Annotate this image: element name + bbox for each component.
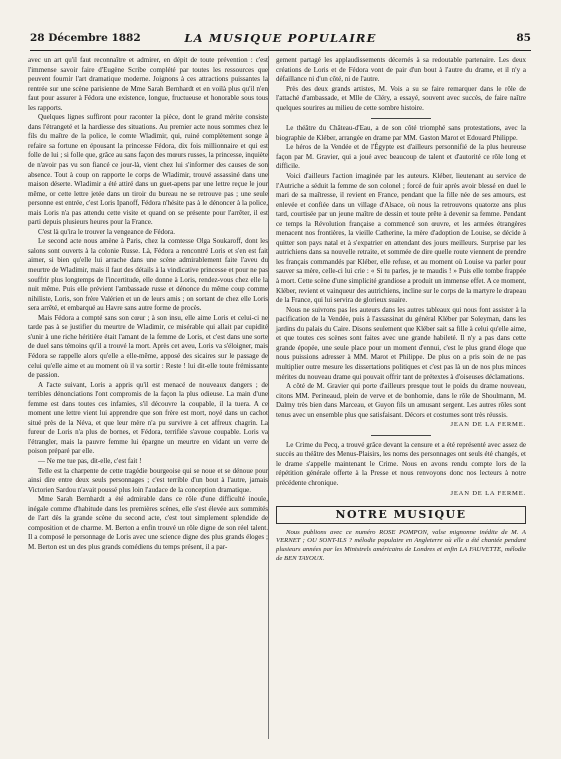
author-signature: JEAN DE LA FERME. [450,489,526,497]
author-signature: JEAN DE LA FERME. [450,421,526,429]
paragraph: Le héros de la Vendée et de l'Égypte est d'ailleurs personnifié de la plus heureuse façon par M. Gravier, qui a joué avec beaucoup de talent et d'autorité ce rôle long et difficile. [276,143,526,171]
paragraph: A l'acte suivant, Loris a appris qu'il est menacé de nouveaux dangers ; de terribles dénonciations l'ont compromis de la façon la plus odieuse. La main d'une femme est dans toutes ces infamies, s'il découvre la coupable, il la tuera. A ce moment une lettre vient lui apprendre que son frère est mort, noyé dans un cachot situé près de la Néva, et que leur mère n'a pu survivre à cet affreux chagrin. La fureur de Loris n'a plus de bornes, et Fédora, terrifiée s'avoue coupable. Loris va l'étrangler, mais la pauvre femme lui épargne un meurtre en vidant un verre de poison préparé par elle. [28,380,268,456]
crime-paragraph: Le Crime du Pecq, a trouvé grâce devant la censure et a été représenté avec assez de succès au théâtre des Menus-Plaisirs, les noms des personnages ont seuls été changés, et le drame s'appelle maintenant le Crime. Nous en avons rendu compte lors de la répétition générale offerte à la Presse et nous renvoyons donc nos lecteurs à notre précédente chronique. [276,440,526,487]
issue-date: 28 Décembre 1882 [30,32,141,44]
paragraph: Voici d'ailleurs l'action imaginée par les auteurs. Kléber, lieutenant au service de l'Autriche a séduit la femme de son colonel ; forcé de fuir après avoir blessé en duel le mari de sa maîtresse, il revient en France, pendant que la fille née de ses amours, est enlevée et confiée dans un village d'Alsace, où nous la retrouvons quatorze ans plus tard, courtisée par un jeune maître de dessin et toute prête à devenir sa femme. Pendant ce temps la Révolution française a commencé son œuvre, et les armées étrangères menacent nos frontières, la vieille Catherine, la mère d'adoption de Louise, se décide à quitter son pays natal et à s'expatrier en attendant des jours meilleurs. Surprise par les autrichiens dans sa nouvelle retraite, et sommée de dire quelle route viennent de prendre les français commandés par Kléber, elle refuse, et au moment où Louise va parler pour sauver sa mère, celle-ci lui crie : « Si tu parles, je te maudis ! » Puis elle tombe frappée à mort. Cette scène d'une simplicité grandiose a produit un immense effet. A ce moment, Kléber, revient et vainqueur des autrichiens, incline sur le corps de la martyre le drapeau de la France, qui lui servira de glorieux suaire. [276,172,526,305]
header-rule [30,50,531,51]
paragraph: Le théâtre du Château-d'Eau, a de son côté triomphé sans protestations, avec la biographie de Kléber, arrangée en drame par MM. Gaston Marot et Edouard Philippe. [276,124,526,142]
paragraph: Près des deux grands artistes, M. Vois a su se faire remarquer dans le rôle de l'attaché d'ambassade, et Mlle de Cléry, a essayé, souvent avec succès, de faire naître quelques sourires au milieu de cette sombre histoire. [276,84,526,112]
page-header [30,32,531,48]
paragraph: Le second acte nous amène à Paris, chez la comtesse Olga Soukaroff, dont les salons sont ouverts à la colonie Russe. Là, Fédora a rencontré Loris et s'en est fait aimer, si bien qu'elle lui arrache dans une scène admirablement faite l'aveu du meurtre de Wladimir, mais il faut des détails à la vindicative princesse et pour ne pas souffrir plus longtemps de l'incertitude, elle donne à Loris, rendez-vous chez elle la nuit même. Puis elle prévient l'ambassade russe et dénonce du même coup comme nihiliste, Loris, son frère Valérien et un de leurs amis ; on sortant de chez elle Loris sera arrêté, et embarqué au Havre sans autre forme de procès. [28,237,268,313]
paragraph: Telle est la charpente de cette tragédie bourgeoise qui se noue et se dénoue pour ainsi dire entre deux seuls personnages ; c'est terrible d'un bout à l'autre, jamais Victorien Sardou n'avait poussé plus loin l'audace de la conception dramatique. [28,466,268,494]
music-section-title: NOTRE MUSIQUE [276,506,526,524]
paragraph: gement partagé les applaudissements décernés à sa redoutable partenaire. Les deux créations de Loris et de Fédora vont de pair d'un bout à l'autre du drame, et il n'y a défaillance ni d'un côté, ni de l'autre. [276,56,526,84]
paragraph: Nous ne suivrons pas les auteurs dans les autres tableaux qui nous font assister à la pacification de la Vendée, puis à l'assassinat du général Kléber par Soleyman, dans les jardins du palais du Caire. Disons seulement que Kléber sait sa fille à celui qu'elle aime, et que toutes ces scènes sont faites avec une grande habileté. Il n'y a pas dans cette grande épopée, une seule place pour un moment d'ennui, c'est le plus grand éloge que nous puissions adresser à MM. Marot et Philippe. De plus on a pris soin de ne pas multiplier outre mesure les dissertations politiques et c'est pas là un de nos plus minces mérites du nouveau drame qui pouvait offrir tant de prétextes à d'oiseuses déclamations. [276,305,526,381]
section-separator [371,118,431,119]
section-separator [371,435,431,436]
column-divider [268,56,269,739]
paragraph: A côté de M. Gravier qui porte d'ailleurs presque tout le poids du drame nouveau, citons MM. Perineaud, plein de verve et de bonhomie, dans le rôle de Shoulmann, M. Dalmy très bien dans Marceau, et Guyon fils un amusant sergent. Les autres rôles sont tenus avec un ensemble plus que satisfaisant. Décors et costumes sont très réussis. [276,382,526,419]
paragraph: — Ne me tue pas, dit-elle, c'est fait ! [38,456,142,465]
paragraph: Quelques lignes suffiront pour raconter la pièce, dont le grand mérite consiste dans l'étrangeté et la hardiesse des situations. Au premier acte nous sommes chez le fils du maître de la police, le comte Wladimir, qui, ruiné complètement songe à refaire sa fortune en épousant la princesse Fédora, dix fois millionnaire et qui est folle de lui ; si folle que, grâce au sans façon des mœurs russes, la princesse, inquiète de n'avoir pas vu son fiancé ce jour-là, vient chez lui s'informer des causes de son absence. Tout à coup on rapporte le corps de Wladimir, trouvé assassiné dans une maison déserte. Wladimir a été attiré dans un guet-apens par une lettre reçue le jour même, or cette lettre jetée dans un tiroir du bureau ne se retrouve pas ; une seule personne est entrée, c'est Loris Ipanoff, Fédora n'hésite pas à le dénoncer à la police, mais Loris n'a pas attendu cette visite et quand on se présente pour l'arrêter, il est parti depuis plusieurs heures pour la France. [28,113,268,227]
music-section-text: Nous publions avec ce numéro ROSE POMPON, valse mignonne inédite de M. A VERNET ; OU SONT-ILS ? mélodie populaire en Angleterre où elle a été chantée pendant plusieurs années par les Ministrels américains de Londres et enfin LA FAUVETTE, mélodie de BEN TAYOUX. [276,528,526,562]
left-column [28,56,268,552]
right-column [276,56,526,564]
paragraph: C'est là qu'ira le trouver la vengeance de Fédora. [38,227,175,236]
paragraph: avec un art qu'il faut reconnaître et admirer, en dépit de toute prévention : c'est l'immense savoir faire d'Eugène Scribe complété par toutes les ressources que peuvent fournir l'art dramatique moderne. Joignons à ces attractions puissantes la rentrée sur une scène parisienne de Mme Sarah Bernhardt et en voilà plus qu'il n'en faut pour assurer à Fédora une existence, longue, fructueuse et honorable sous tous les rapports. [28,56,268,112]
journal-title: LA MUSIQUE POPULAIRE [184,31,377,45]
paragraph: Mais Fédora a compté sans son cœur ; à son insu, elle aime Loris et celui-ci ne tarde pas à se justifier du meurtre de Wladimir, ce misérable qui allait par cupidité s'unir à une riche héritière était l'amant de la femme de Loris, et c'est dans une sorte de duel sans témoins qu'il a trouvé la mort. Après cet aveu, Loris va s'éloigner, mais Fédora se rappelle alors qu'elle a elle-même, apposé des sicaires sur le passage de celui qu'elle aime et au moment où il va sortir : Reste ! lui dit-elle toute frémissante de passion. [28,313,268,380]
paragraph: Mme Sarah Bernhardt a été admirable dans ce rôle d'une difficulté inouïe, inégale comme d'habitude dans les premières scènes, elle s'est élevée aux sommités de l'art dès la grande scène du second acte, c'est tout simplement splendide de composition et de charme. M. Berton a enfin trouvé un rôle digne de son réel talent. Il a composé le personnage de Loris avec une science digne des plus grands éloges ; M. Berton est un des plus grands comédiens du temps présent, il a par- [28,495,268,551]
page-number: 85 [516,32,531,44]
